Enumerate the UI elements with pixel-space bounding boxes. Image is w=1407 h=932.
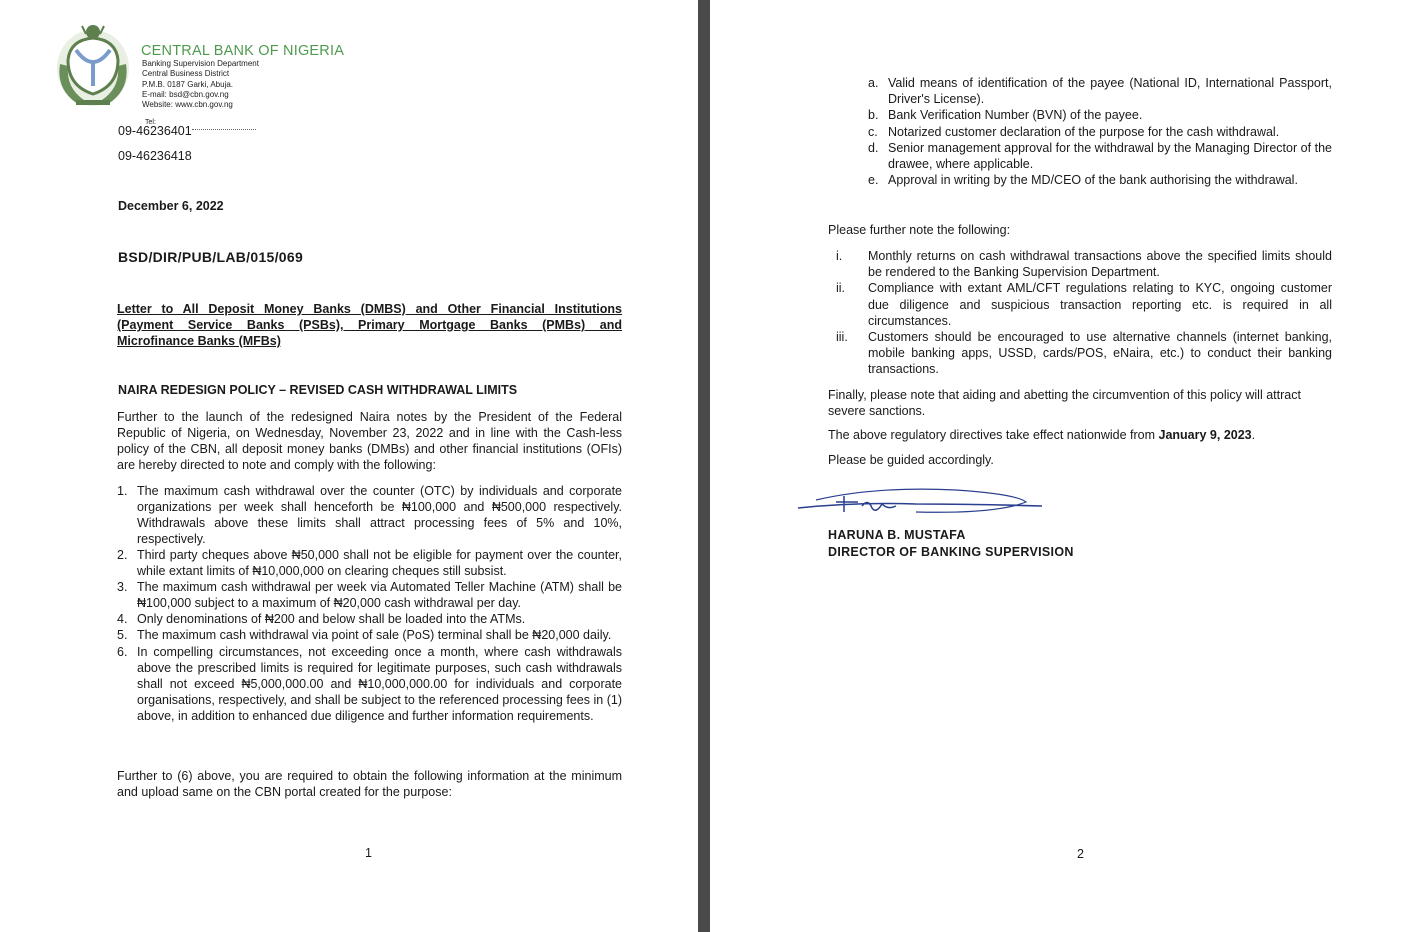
signatory-title: DIRECTOR OF BANKING SUPERVISION bbox=[828, 545, 1074, 559]
directives-list bbox=[117, 483, 622, 724]
intro-paragraph: Further to the launch of the redesigned Naira notes by the President of the Federal Republic of Nigeria, on Wednesday, November 23, 2022 and in line with the Cash-less policy of the CBN, all deposit money banks (DMBs) and other financial institutions (OFIs) are hereby directed to note and comply with the following: bbox=[117, 410, 622, 472]
list-item bbox=[117, 547, 622, 579]
list-item bbox=[117, 483, 622, 547]
item-number: 4. bbox=[117, 612, 128, 626]
item-roman: iii. bbox=[836, 330, 848, 345]
list-item bbox=[868, 172, 1332, 188]
list-item bbox=[868, 124, 1332, 140]
item-text: Notarized customer declaration of the purpose for the cash withdrawal. bbox=[888, 124, 1280, 139]
cbn-logo-icon bbox=[54, 20, 132, 110]
notes-list bbox=[828, 248, 1332, 378]
addressee bbox=[117, 301, 622, 349]
list-item bbox=[828, 280, 1332, 329]
list-item bbox=[117, 579, 622, 611]
item-text: Only denominations of ₦200 and below shall be loaded into the ATMs. bbox=[137, 612, 526, 626]
letter-page-1 bbox=[0, 0, 698, 932]
org-line: Central Business District bbox=[142, 69, 230, 79]
signatory-name: HARUNA B. MUSTAFA bbox=[828, 528, 966, 542]
reference-number: BSD/DIR/PUB/LAB/015/069 bbox=[118, 249, 304, 265]
item-text: Compliance with extant AML/CFT regulations relating to KYC, ongoing customer due diligence and suspicious transaction reporting etc. is required in all circumstances. bbox=[868, 281, 1332, 328]
item-letter: c. bbox=[868, 124, 878, 139]
signature-icon bbox=[796, 484, 1046, 524]
org-line: P.M.B. 0187 Garki, Abuja. bbox=[142, 79, 234, 89]
item-roman: ii. bbox=[836, 281, 846, 296]
item-letter: d. bbox=[868, 140, 879, 155]
effect-prefix: The above regulatory directives take effect nationwide from bbox=[828, 428, 1159, 442]
item-roman: i. bbox=[836, 249, 843, 263]
item-letter: a. bbox=[868, 76, 879, 90]
org-line: Banking Supervision Department bbox=[142, 59, 259, 68]
item-text: Bank Verification Number (BVN) of the payee. bbox=[888, 108, 1143, 123]
letter-date: December 6, 2022 bbox=[118, 199, 224, 213]
requirements-list bbox=[868, 75, 1332, 188]
item-text: The maximum cash withdrawal via point of sale (PoS) terminal shall be ₦20,000 daily. bbox=[137, 628, 612, 642]
item-number: 1. bbox=[117, 484, 128, 498]
item-number: 3. bbox=[117, 580, 128, 594]
list-item bbox=[828, 248, 1332, 280]
item-number: 2. bbox=[117, 548, 128, 562]
further-note-heading: Please further note the following: bbox=[828, 223, 1011, 237]
item-number: 6. bbox=[117, 645, 128, 659]
list-item bbox=[117, 644, 622, 724]
item-letter: e. bbox=[868, 173, 879, 188]
org-address bbox=[142, 59, 259, 110]
list-item bbox=[868, 75, 1332, 107]
item-letter: b. bbox=[868, 108, 879, 123]
item-text: Approval in writing by the MD/CEO of the bank authorising the withdrawal. bbox=[888, 173, 1298, 188]
page-number: 2 bbox=[1077, 847, 1084, 861]
addressee-line: (Payment Service Banks (PSBs), Primary Mortgage Banks (PMBs) and bbox=[117, 318, 622, 332]
org-line: E-mail: bsd@cbn.gov.ng bbox=[142, 89, 229, 99]
effect-suffix: . bbox=[1251, 428, 1256, 442]
closing-line: Please be guided accordingly. bbox=[828, 453, 994, 467]
item-number: 5. bbox=[117, 628, 128, 642]
item-text: Customers should be encouraged to use alternative channels (internet banking, mobile banking apps, USSD, cards/POS, eNaira, etc.) to conduct their banking transactions. bbox=[868, 330, 1332, 377]
item-text: In compelling circumstances, not exceeding once a month, where cash withdrawals above the prescribed limits is required for legitimate purposes, such cash withdrawals shall not exceed ₦5,000,000.00 and ₦10,000,000.00 for individuals and corporate organisations, respectively, and shall be subject to the referenced processing fees in (1) above, in addition to enhanced due diligence and further information requirements. bbox=[137, 645, 622, 723]
tel-label: Tel: bbox=[145, 119, 156, 126]
addressee-line: Letter to All Deposit Money Banks (DMBS) and Other Financial Institutions bbox=[117, 302, 622, 316]
sanctions-paragraph: Finally, please note that aiding and abetting the circumvention of this policy will attract severe sanctions. bbox=[828, 388, 1301, 418]
phone-number-1: 09-46236401 bbox=[118, 124, 192, 138]
item-text: Monthly returns on cash withdrawal transactions above the specified limits should be rendered to the Banking Supervision Department. bbox=[868, 249, 1332, 280]
phone-number-2: 09-46236418 bbox=[118, 149, 192, 163]
further-paragraph: Further to (6) above, you are required to obtain the following information at the minimum and upload same on the CBN portal created for the purpose: bbox=[117, 769, 622, 799]
list-item bbox=[868, 140, 1332, 172]
addressee-line: Microfinance Banks (MFBs) bbox=[117, 334, 281, 348]
item-text: Senior management approval for the withdrawal by the Managing Director of the drawee, where applicable. bbox=[888, 140, 1332, 172]
org-line: Website: www.cbn.gov.ng bbox=[142, 100, 233, 110]
list-item bbox=[117, 627, 622, 643]
letter-page-2 bbox=[710, 0, 1407, 932]
item-text: The maximum cash withdrawal over the counter (OTC) by individuals and corporate organizations per week shall henceforth be ₦100,000 and ₦500,000 respectively. Withdrawals above these limits shall attract processing fees of 5% and 10%, respectively. bbox=[137, 484, 622, 546]
effective-date-paragraph bbox=[828, 428, 1255, 442]
org-name: CENTRAL BANK OF NIGERIA bbox=[141, 43, 345, 59]
list-item bbox=[828, 329, 1332, 378]
page-number: 1 bbox=[365, 846, 372, 860]
list-item bbox=[868, 107, 1332, 123]
tel-dotted-line bbox=[192, 129, 256, 130]
list-item bbox=[117, 611, 622, 627]
item-text: The maximum cash withdrawal per week via Automated Teller Machine (ATM) shall be ₦100,000 subject to a maximum of ₦20,000 cash withdrawal per day. bbox=[137, 580, 622, 610]
item-text: Third party cheques above ₦50,000 shall not be eligible for payment over the counter, while extant limits of ₦10,000,000 on clearing cheques still subsist. bbox=[137, 548, 622, 578]
letter-title: NAIRA REDESIGN POLICY – REVISED CASH WITHDRAWAL LIMITS bbox=[118, 383, 518, 397]
effect-date: January 9, 2023 bbox=[1158, 428, 1252, 442]
item-text: Valid means of identification of the payee (National ID, International Passport, Driver's License). bbox=[888, 76, 1332, 107]
